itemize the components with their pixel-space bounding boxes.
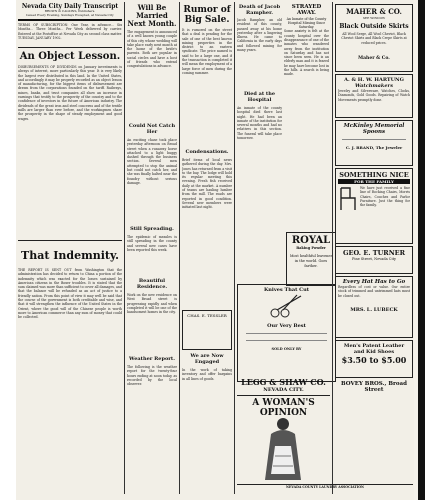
- ad-nice-body: We have just received a fine line of Rocking Chairs, Morris Chairs, Couches and Parlor Furniture. Just the thing for the family.: [360, 186, 410, 208]
- headline-death-rampher: Death of Jacob Rampher.: [238, 4, 281, 16]
- ad-hat-body: Regardless of cost or value. Our entire stock of trimmed and untrimmed hats must be closed out.: [338, 285, 410, 298]
- divider: [18, 19, 122, 21]
- ad-mckinley-item: Spoons: [362, 129, 386, 135]
- article-rumor-big-sale: It is rumored on the street that a deal is pending for the sale of one of the best known mining properties in the district to an eastern syndicate. The price named is said to be a large one, and if the transaction is completed it will mean the employment of a large force of men during the coming summer.: [182, 28, 232, 75]
- divider: [18, 240, 122, 241]
- ad-mckinley-memorial: [335, 120, 413, 166]
- article-strayed-away: Some anxiety is felt at the county hospital over the disappearance of one of the inmates who wandered away from the institution on Saturday and has not since been seen. He is an elderly man and it is feared he may have become lost in the hills. A search is being made.: [284, 29, 329, 77]
- ad-hartung-name: A. & H. W. HARTUNG: [344, 77, 404, 83]
- newspaper-page: [16, 0, 414, 500]
- masthead: Nevada City Daily Transcript: [21, 3, 119, 10]
- masthead-sub2: Issued Every Evening, Sundays Excepted, at Nevada City: [26, 12, 114, 17]
- ad-legg-headline: A WOMAN'S OPINION: [252, 398, 315, 418]
- ad-hartung-body: Jewelry and Silverware, Watches, Clocks, Diamonds, Gold Goods. Repairing of Watch Movements promptly done.: [338, 89, 410, 102]
- ad-geo-turner: [335, 246, 413, 274]
- divider: [18, 47, 122, 48]
- ad-something-nice: [335, 168, 413, 244]
- headline-strayed-away: STRAYED AWAY.: [291, 4, 322, 16]
- article-we-are-engaged: In the work of taking inventory and offer bargains in all lines of goods.: [182, 368, 232, 381]
- ad-nice-content: [338, 186, 410, 234]
- headline-object-lesson: An Object Lesson.: [19, 51, 121, 62]
- ad-hat-headline: Every Hat Has to Go: [342, 279, 406, 285]
- bottom-band: [237, 484, 413, 493]
- column-rule: [124, 2, 125, 494]
- ad-tessler: [182, 310, 232, 350]
- ad-bovey-name: BOVEY BROS., Broad Street: [341, 381, 407, 393]
- article-that-indemnity: THE REPORT IS SENT OUT from Washington that the administration has decided to return to China a portion of the indemnity which was exacted for the losses sustained by American citizens in the Boxer troubles. It is stated that the sum claimed was more than sufficient to cover all damages, and that the balance will be refunded as an act of justice to a friendly nation. From this point of view it may well be said that the course of the government is both creditable and wise, and that it will strengthen the influence of the United States in the Orient, where the good will of the Chinese people is worth more to American commerce than any sum of money that could be collected.: [18, 268, 122, 320]
- article-death-rampher: Jacob Rampher, an old resident of this county, passed away at his home yesterday after a lingering illness. He came to California in the early days and followed mining for many years.: [237, 18, 282, 53]
- article-will-be-married: The engagement is announced of a well known young couple of this city whose wedding will take place early next month at the home of the bride's parents. Both are popular in social circles and have a host of friends who extend congratulations in advance.: [127, 30, 177, 69]
- ad-turner-address: Pine Street, Nevada City: [352, 257, 396, 261]
- ad-shoes-headline: Men's Patent Leather and Kid Shoes: [343, 343, 405, 355]
- article-weather-report: The following is the weather report for the twenty-four hours ending at noon today, as recorded by the local observer.: [127, 365, 177, 387]
- ad-nice-headline: SOMETHING NICE: [339, 171, 409, 179]
- headline-still-spreading: Still Spreading.: [130, 226, 174, 232]
- ad-knives-headline: Knives That Cut: [263, 287, 310, 293]
- article-condensations: Brief items of local news gathered during the day. Mrs. Jones has returned from a visit to the bay. The lodge will hold its regular meeting this evening. Fresh fish received daily at the market. A number of teams are hauling lumber from the mill. The roads are reported in good condition. Several new members were initiated last night.: [182, 158, 232, 210]
- ad-mckinley-headline: McKinley Memorial: [343, 123, 405, 129]
- ad-tessler-text: CHAS. E. TESSLER: [187, 313, 227, 318]
- ad-mckinley-seller: C. J. BRAND, The Jeweler: [345, 145, 403, 150]
- column-news-2: [182, 2, 232, 494]
- woman-illustration: [261, 416, 306, 482]
- ad-nice-sub: FOR THE FAMILY: [338, 179, 410, 184]
- headline-could-not-catch: Could Not Catch Her: [128, 123, 176, 135]
- headline-weather-report: Weather Report.: [129, 356, 175, 362]
- ad-maher: [335, 4, 413, 72]
- ad-maher-name: MAHER & CO.: [346, 7, 402, 16]
- ad-knives-tagline: Our Very Best: [267, 323, 306, 329]
- ad-turner-name: GEO. E. TURNER: [343, 249, 405, 257]
- column-rule: [234, 2, 235, 494]
- ad-shoes-price: $3.50 to $5.00: [341, 355, 407, 365]
- subscription-terms: TERMS OF SUBSCRIPTION: One Year, in advance... Six Months... Three Months... Per Week delivered by carrier. Entered at the Postoffice at Nevada City as second class matter. TUESDAY, JANUARY 1902.: [18, 23, 122, 40]
- ad-maher-body: All Wool Serge, All Wool Cheviot, Black Cheviot Skirts and Black Crepe Skirts at reduced prices.: [341, 32, 407, 45]
- chair-icon: [338, 186, 358, 212]
- article-object-lesson: DISBURSEMENTS OF DIVIDENDS on January investments is always of interest, more particularly this year. It is very likely the largest ever distributed in this land. In the United States, and accordingly it may be properly recorded as an object lesson of manufacturing, for the biggest items of disbursement are drawn from the corporations founded on the tariff. Railways, mines, banks, and trust companies all show an increase in earnings that testify to the prosperity of the country and to the confidence of investors in the future of American industry. The dividends of the great iron and steel concerns and of the textile mills are larger than ever before, and the workingmen share the prosperity in the shape of steady employment and good wages.: [18, 65, 122, 121]
- ad-knives: [237, 284, 336, 382]
- ad-fine-print: [246, 332, 327, 336]
- scissors-icon: [267, 293, 307, 319]
- subhead-strayed-away: An Inmate of the County Hospital Missing Since Saturday.: [286, 17, 327, 29]
- ad-hartung-trade: Watchmakers: [354, 83, 394, 89]
- column-rule: [332, 2, 333, 494]
- footer-text: NEVADA COUNTY LAUNDRY ASSOCIATION: [286, 485, 364, 489]
- binding-margin: [0, 0, 16, 500]
- ad-mens-shoes: [335, 340, 413, 378]
- column-rule: [179, 2, 180, 494]
- headline-beautiful-residence: Beautiful Residence.: [136, 278, 168, 290]
- headline-condensations: Condensations.: [185, 149, 229, 155]
- ad-maher-headline: Black Outside Skirts: [339, 23, 409, 30]
- headline-will-be-married: Will Be Married Next Month.: [127, 3, 177, 28]
- ad-maher-footer: Maher & Co.: [358, 56, 390, 61]
- ad-hat-seller: MRS. L. LUBECK: [350, 307, 398, 313]
- ad-knives-sold-by: SOLD ONLY BY: [271, 347, 302, 351]
- column-news-1: [127, 2, 177, 494]
- masthead-sub: BROWN & CALKINS, Publishers.: [44, 9, 96, 13]
- article-still-spreading: The epidemic of measles is still spreading in the county and several new cases have been reported this week.: [127, 235, 177, 252]
- ad-royal-product: Baking Powder: [296, 246, 326, 250]
- ad-royal-baking-powder: [286, 232, 336, 286]
- headline-we-are-engaged: We are Now Engaged: [190, 353, 224, 365]
- ad-every-hat: [335, 276, 413, 338]
- divider: [237, 395, 330, 396]
- ad-legg-shaw: [237, 377, 330, 418]
- column-ads: [335, 2, 413, 494]
- article-beautiful-residence: Work on the new residence on West Broad street is progressing rapidly and when completed it will be one of the handsomest homes in the city.: [127, 293, 177, 315]
- ad-royal-claim: Most healthful leavener in the world. Goes farther.: [289, 254, 333, 268]
- column-editorial: [18, 2, 122, 494]
- ad-maher-sub: SEE WINDOW: [362, 16, 386, 20]
- headline-rumor-big-sale: Rumor of Big Sale.: [183, 5, 231, 25]
- article-died-hospital: An inmate of the county hospital died there last night. He had been an inmate of the institution for several months and had no relatives in this section. The funeral will take place tomorrow.: [237, 106, 282, 141]
- headline-died-hospital: Died at the Hospital: [243, 91, 276, 103]
- ad-legg-name: LEGG & SHAW CO.: [241, 377, 326, 387]
- ad-fine-print: [246, 339, 327, 343]
- ad-royal-name: ROYAL: [291, 235, 331, 246]
- ad-hartung: [335, 74, 413, 118]
- page-edge-shadow: [418, 0, 425, 500]
- headline-that-indemnity: That Indemnity.: [21, 249, 119, 262]
- ad-fine-print: [342, 138, 406, 142]
- article-could-not-catch: An exciting chase took place yesterday afternoon on Broad street when a runaway horse attached to a light buggy dashed through the business section. Several men attempted to stop the animal but could not catch her, and she was finally halted near the foundry without serious damage.: [127, 138, 177, 185]
- ad-legg-place: NEVADA CITY.: [263, 387, 304, 393]
